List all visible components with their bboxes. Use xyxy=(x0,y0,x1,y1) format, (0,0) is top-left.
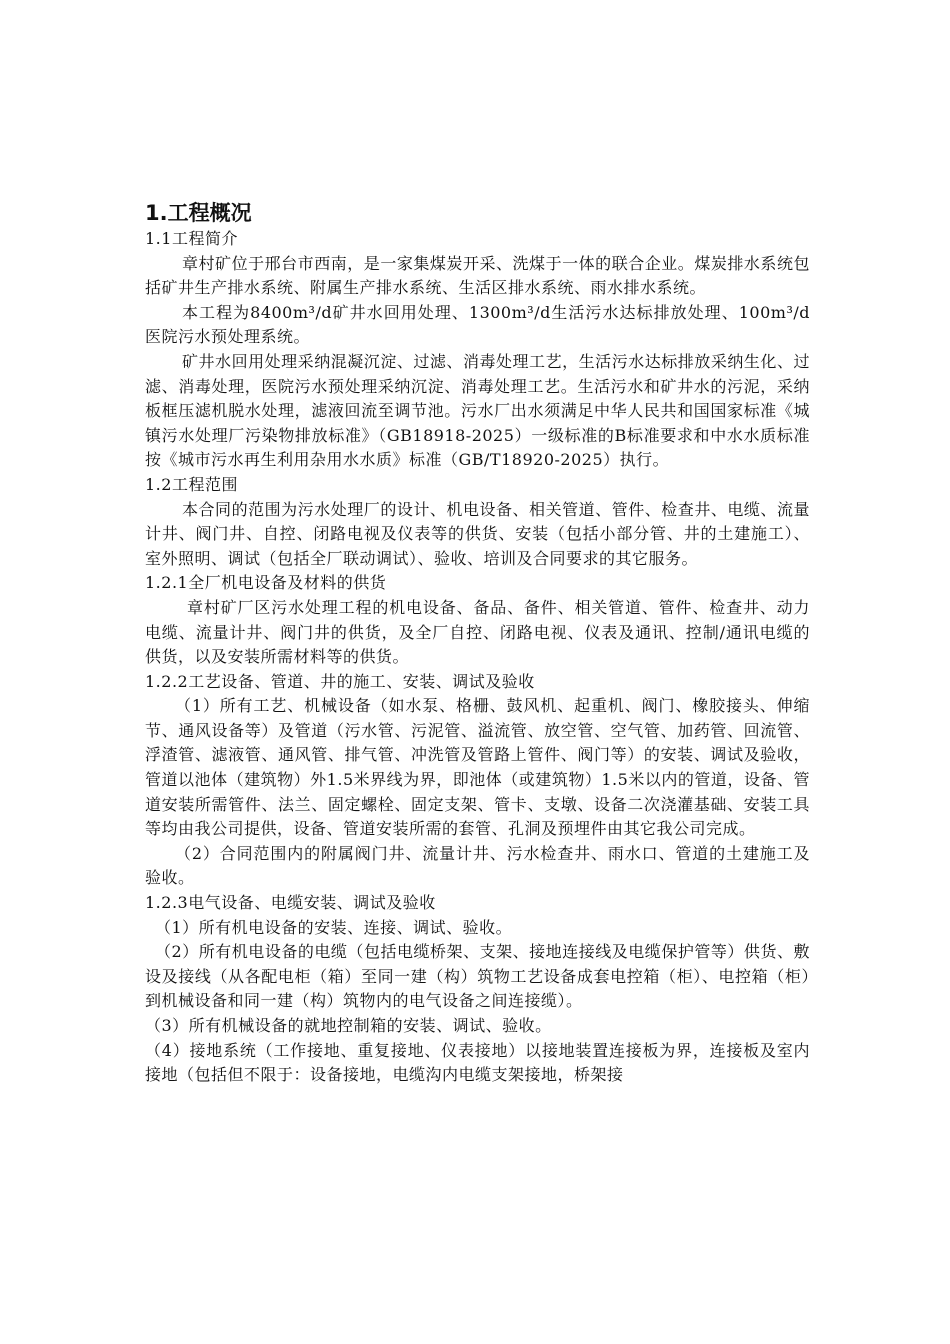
paragraph: 章村矿位于邢台市西南，是一家集煤炭开采、洗煤于一体的联合企业。煤炭排水系统包括矿井生产排水系统、附属生产排水系统、生活区排水系统、雨水排水系统。 xyxy=(145,253,810,298)
paragraph: （3）所有机械设备的就地控制箱的安装、调试、验收。 xyxy=(145,1016,552,1035)
paragraph: （2）合同范围内的附属阀门井、流量计井、污水检查井、雨水口、管道的土建施工及验收。 xyxy=(145,843,810,888)
paragraph: 本合同的范围为污水处理厂的设计、机电设备、相关管道、管件、检查井、电缆、流量计井、阀门井、自控、闭路电视及仪表等的供货、安装（包括小部分管、井的土建施工）、室外照明、调试（包括全厂联动调试）、验收、培训及合同要求的其它服务。 xyxy=(145,499,810,568)
paragraph: 章村矿厂区污水处理工程的机电设备、备品、备件、相关管道、管件、检查井、动力电缆、流量计井、阀门井的供货，及全厂自控、闭路电视、仪表及通讯、控制/通讯电缆的供货，以及安装所需材料等的供货。 xyxy=(145,597,810,667)
document-body xyxy=(145,200,810,1088)
paragraph: 矿井水回用处理采纳混凝沉淀、过滤、消毒处理工艺，生活污水达标排放采纳生化、过滤、消毒处理，医院污水预处理采纳沉淀、消毒处理工艺。生活污水和矿井水的污泥，采纳板框压滤机脱水处理，滤液回流至调节池。污水厂出水须满足中华人民共和国国家标准《城镇污水处理厂污染物排放标准》（GB18918-2025）一级标准的B标准要求和中水水质标准按《城市污水再生利用杂用水水质》标准（GB/T18920-2025）执行。 xyxy=(145,351,810,470)
subsection-heading: 1.1工程简介 xyxy=(145,229,238,248)
paragraph: （4）接地系统（工作接地、重复接地、仪表接地）以接地装置连接板为界，连接板及室内接地（包括但不限于：设备接地，电缆沟内电缆支架接地，桥架接 xyxy=(145,1040,810,1085)
subsection-heading: 1.2.2工艺设备、管道、井的施工、安装、调试及验收 xyxy=(145,671,535,691)
paragraph: （1）所有工艺、机械设备（如水泵、格栅、鼓风机、起重机、阀门、橡胶接头、伸缩节、通风设备等）及管道（污水管、污泥管、溢流管、放空管、空气管、加药管、回流管、浮渣管、滤液管、通风管、排气管、冲洗管及管路上管件、阀门等）的安装、调试及验收，管道以池体（建筑物）外1.5米界线为界，即池体（或建筑物）1.5米以内的管道，设备、管道安装所需管件、法兰、固定螺栓、固定支架、管卡、支墩、设备二次浇灌基础、安装工具等均由我公司提供，设备、管道安装所需的套管、孔洞及预埋件由其它我公司完成。 xyxy=(145,696,810,839)
subsection-heading: 1.2.1全厂机电设备及材料的供货 xyxy=(145,573,387,593)
paragraph: （1）所有机电设备的安装、连接、调试、验收。 xyxy=(155,917,513,937)
section-title: 1.工程概况 xyxy=(145,201,252,225)
paragraph: （2）所有机电设备的电缆（包括电缆桥架、支架、接地连接线及电缆保护管等）供货、敷设及接线（从各配电柜（箱）至同一建（构）筑物工艺设备成套电控箱（柜）、电控箱（柜）到机械设备和同一建（构）筑物内的电气设备之间连接缆）。 xyxy=(145,942,810,1011)
subsection-heading: 1.2工程范围 xyxy=(145,474,238,494)
subsection-heading: 1.2.3电气设备、电缆安装、调试及验收 xyxy=(145,893,436,913)
paragraph: 本工程为8400m³/d矿井水回用处理、1300m³/d生活污水达标排放处理、100m³/d医院污水预处理系统。 xyxy=(145,302,810,347)
